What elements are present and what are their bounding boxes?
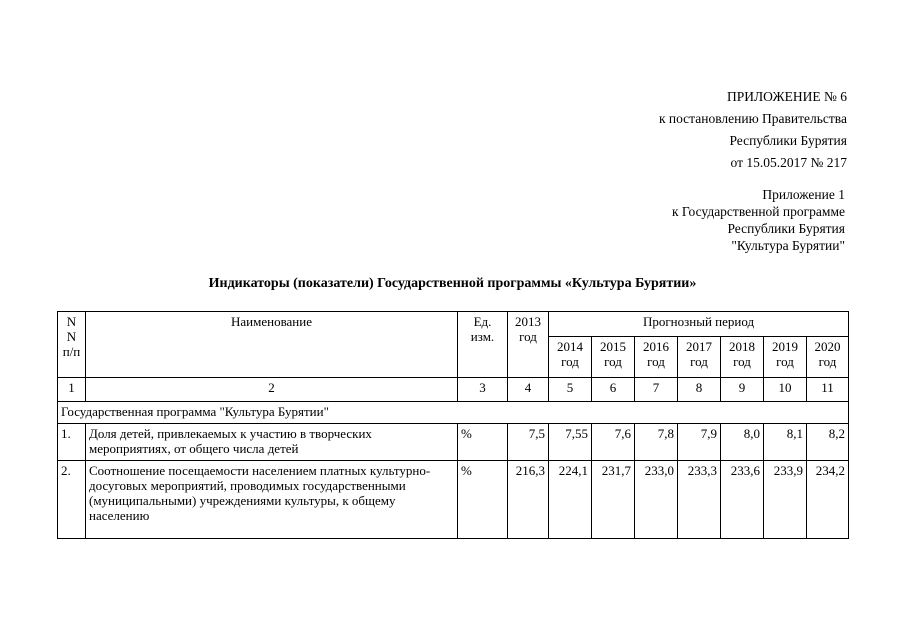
column-number: 10	[764, 378, 807, 402]
row-value: 7,6	[592, 424, 635, 461]
column-number: 9	[721, 378, 764, 402]
row-value: 8,2	[807, 424, 849, 461]
row-value: 7,5	[508, 424, 549, 461]
row-value: 224,1	[549, 461, 592, 539]
header-base-year: 2013 год	[508, 312, 549, 378]
row-value: 7,8	[635, 424, 678, 461]
column-number: 8	[678, 378, 721, 402]
column-number: 5	[549, 378, 592, 402]
annex-1-header	[672, 186, 845, 254]
row-value: 7,9	[678, 424, 721, 461]
column-number: 2	[86, 378, 458, 402]
table-row	[58, 461, 849, 539]
annex-1-title: Приложение 1	[762, 187, 845, 202]
header-forecast: Прогнозный период	[549, 312, 849, 337]
row-value: 216,3	[508, 461, 549, 539]
header-year: 2015 год	[592, 337, 635, 378]
annex-6-line-3: Республики Бурятия	[729, 133, 847, 148]
row-value: 233,0	[635, 461, 678, 539]
document-title: Индикаторы (показатели) Государственной программы «Культура Бурятии»	[208, 276, 697, 291]
annex-6-header	[659, 86, 847, 174]
column-number: 1	[58, 378, 86, 402]
header-year: 2018 год	[721, 337, 764, 378]
program-name: Государственная программа "Культура Бурятии"	[58, 402, 849, 424]
column-number: 7	[635, 378, 678, 402]
row-name: Доля детей, привлекаемых к участию в творческих мероприятиях, от общего числа детей	[86, 424, 458, 461]
row-num: 2.	[58, 461, 86, 539]
table-header-row-1	[58, 312, 849, 337]
column-number: 11	[807, 378, 849, 402]
row-value: 8,1	[764, 424, 807, 461]
row-value: 233,9	[764, 461, 807, 539]
annex-1-line-4: "Культура Бурятии"	[731, 238, 845, 253]
row-unit: %	[458, 461, 508, 539]
header-year: 2019 год	[764, 337, 807, 378]
table-row	[58, 424, 849, 461]
header-unit: Ед. изм.	[458, 312, 508, 378]
row-value: 8,0	[721, 424, 764, 461]
header-year: 2017 год	[678, 337, 721, 378]
row-value: 7,55	[549, 424, 592, 461]
row-value: 231,7	[592, 461, 635, 539]
header-year: 2020 год	[807, 337, 849, 378]
header-year: 2014 год	[549, 337, 592, 378]
row-value: 234,2	[807, 461, 849, 539]
annex-6-line-2: к постановлению Правительства	[658, 111, 847, 126]
row-name: Соотношение посещаемости населением платных культурно-досуговых мероприятий, проводимых государственными (муниципальными) учреждениями культуры, к общему населению	[86, 461, 458, 539]
row-num: 1.	[58, 424, 86, 461]
header-num: N N п/п	[58, 312, 86, 378]
header-name: Наименование	[86, 312, 458, 378]
annex-1-line-2: к Государственной программе	[671, 204, 845, 219]
row-value: 233,3	[678, 461, 721, 539]
annex-6-title: ПРИЛОЖЕНИЕ № 6	[726, 89, 847, 104]
program-row	[58, 402, 849, 424]
column-number: 6	[592, 378, 635, 402]
annex-6-date: от 15.05.2017 № 217	[730, 155, 847, 170]
row-value: 233,6	[721, 461, 764, 539]
column-numbers-row	[58, 378, 849, 402]
column-number: 3	[458, 378, 508, 402]
indicators-table	[57, 311, 849, 539]
annex-1-line-3: Республики Бурятия	[727, 221, 845, 236]
column-number: 4	[508, 378, 549, 402]
row-unit: %	[458, 424, 508, 461]
header-year: 2016 год	[635, 337, 678, 378]
